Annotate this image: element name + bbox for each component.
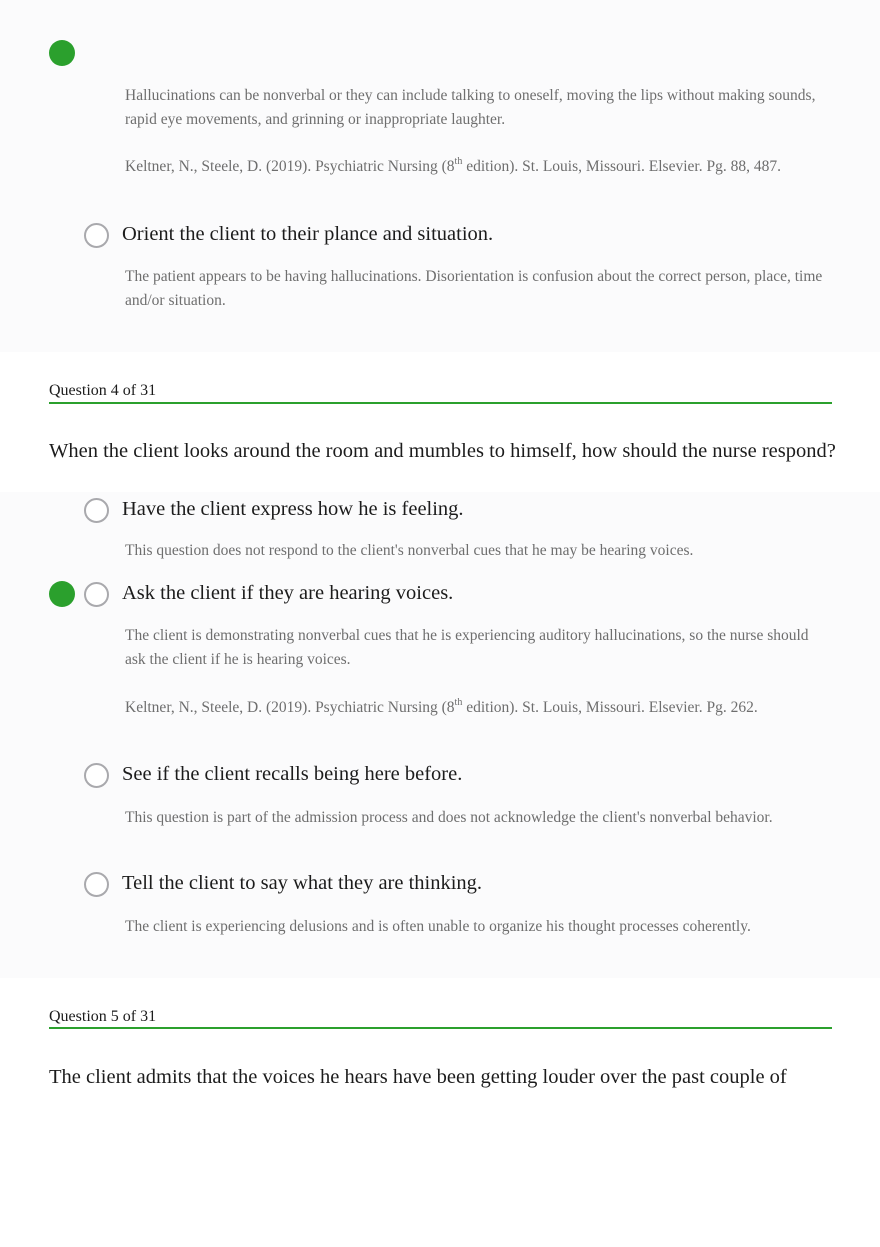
question-text: When the client looks around the room and mumbles to himself, how should the nurse respond? [49, 440, 836, 462]
option-explanation: The patient appears to be having hallucinations. Disorientation is confusion about the correct person, place, time and/or situation. [125, 268, 823, 309]
answer-radio[interactable] [84, 582, 109, 607]
correct-answer-indicator [49, 581, 75, 607]
answer-option-label: Orient the client to their plance and situation. [122, 223, 494, 245]
answer-option-label: Tell the client to say what they are thinking. [122, 872, 483, 894]
question-divider [49, 402, 832, 404]
question-4-options-panel [0, 492, 880, 978]
answer-radio[interactable] [84, 498, 109, 523]
option-explanation: The client is experiencing delusions and is often unable to organize his thought processes coherently. [125, 918, 751, 935]
answer-radio[interactable] [84, 872, 109, 897]
answer-radio[interactable] [84, 763, 109, 788]
correct-explanation: Hallucinations can be nonverbal or they can include talking to oneself, moving the lips without making sounds, rapid eye movements, and grinning or inappropriate laughter. [125, 87, 816, 128]
correct-answer-indicator [49, 40, 75, 66]
answer-option-label: Have the client express how he is feeling. [122, 498, 464, 520]
option-explanation: This question is part of the admission process and does not acknowledge the client's nonverbal behavior. [125, 809, 773, 826]
answer-option-label: See if the client recalls being here before. [122, 763, 463, 785]
answer-option-label: Ask the client if they are hearing voices. [122, 582, 454, 604]
question-text: The client admits that the voices he hears have been getting louder over the past couple of [49, 1066, 787, 1088]
reference-citation: Keltner, N., Steele, D. (2019). Psychiatric Nursing (8th edition). St. Louis, Missouri. Elsevier. Pg. 262. [125, 697, 758, 716]
reference-citation: Keltner, N., Steele, D. (2019). Psychiatric Nursing (8th edition). St. Louis, Missouri. Elsevier. Pg. 88, 487. [125, 156, 781, 175]
answer-radio[interactable] [84, 223, 109, 248]
option-explanation: The client is demonstrating nonverbal cues that he is experiencing auditory hallucinations, so the nurse should ask the client if he is hearing voices. [125, 627, 809, 668]
question-divider [49, 1027, 832, 1029]
option-explanation: This question does not respond to the client's nonverbal cues that he may be hearing voices. [125, 542, 694, 559]
question-header: Question 4 of 31 [49, 382, 157, 399]
question-header: Question 5 of 31 [49, 1008, 157, 1025]
